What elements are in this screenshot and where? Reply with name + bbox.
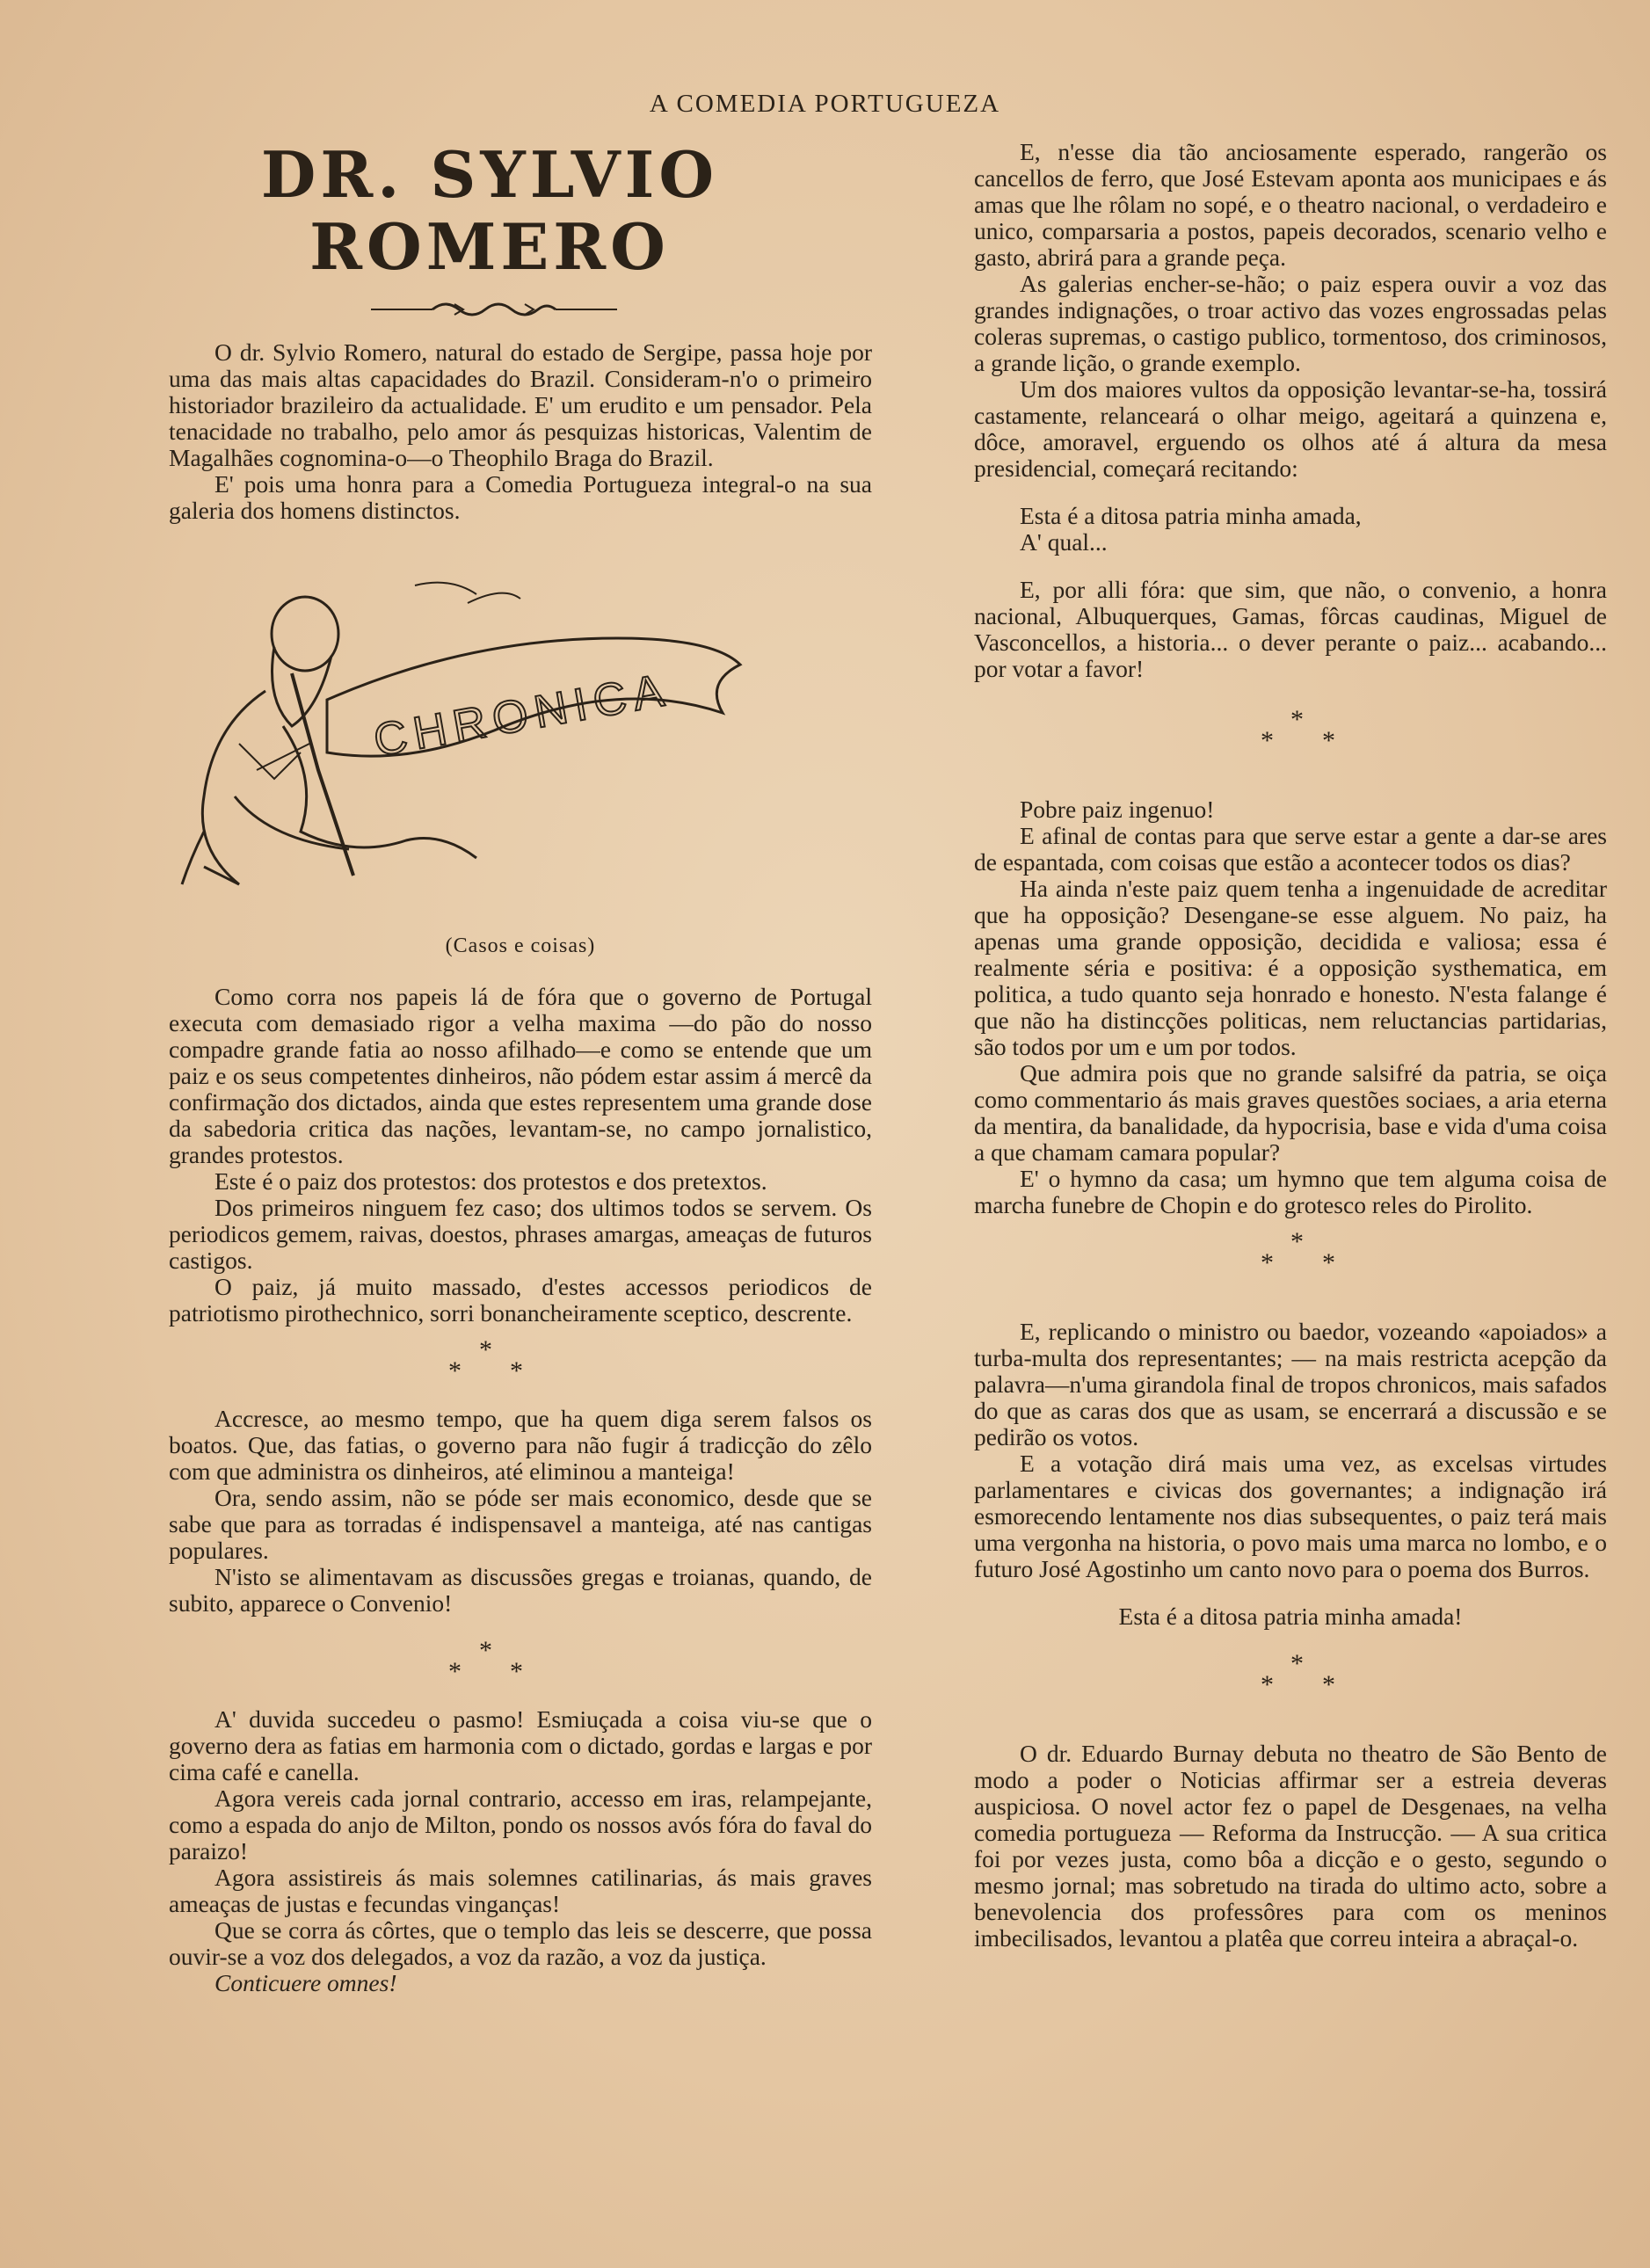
paragraph: O paiz, já muito massado, d'estes accessos periodicos de patriotismo pirothechnico, sorri bonancheiramente sceptico, descrente. <box>169 1273 872 1327</box>
paragraph: Accresce, ao mesmo tempo, que ha quem diga serem falsos os boatos. Que, das fatias, o governo para não fugir á tradicção do zêlo com que administra os dinheiros, até eliminou a manteiga! <box>169 1405 872 1485</box>
verse-line: Esta é a ditosa patria minha amada, <box>1020 502 1362 529</box>
paragraph: A' duvida succedeu o pasmo! Esmiuçada a coisa viu-se que o governo dera as fatias em harmonia com o dictado, gordas e largas e por cima café e canella. <box>169 1705 872 1785</box>
closing-line: Conticuere omnes! <box>214 1969 397 1996</box>
paragraph: Ora, sendo assim, não se póde ser mais economico, desde que se sabe que para as torradas é indispensavel a manteiga, até nas cantigas populares. <box>169 1484 872 1564</box>
chronica-illustration <box>151 568 784 902</box>
asterism-divider: * * * <box>1261 1649 1335 1699</box>
asterism-divider: * * * <box>1261 705 1335 755</box>
paragraph: Este é o paiz dos protestos: dos protestos e dos pretextos. <box>214 1167 767 1195</box>
paragraph: Agora vereis cada jornal contrario, accesso em iras, relampejante, como a espada do anjo de Milton, pondo os nossos avós fóra do faval do paraizo! <box>169 1785 872 1865</box>
verse-line: A' qual... <box>1020 528 1108 556</box>
banner-text: CHRONICA <box>369 664 675 767</box>
paragraph: E, n'esse dia tão anciosamente esperado, rangerão os cancellos de ferro, que José Estevam aponta aos municipaes e ás amas que lhe rôlam no sopé, e o theatro nacional, o verdadeiro e unico, comparsaria a postos, papeis decorados, scenario velho e gasto, abrirá para a grande peça. <box>974 138 1607 271</box>
paragraph: Um dos maiores vultos da opposição levantar-se-ha, tossirá castamente, relanceará o olhar meigo, ageitará a quinzena e, dôce, amoravel, erguendo os olhos até á altura da mesa presidencial, começará recitando: <box>974 375 1607 482</box>
paragraph: Pobre paiz ingenuo! <box>1020 796 1215 823</box>
paragraph: E, replicando o ministro ou baedor, vozeando «apoiados» a turba-multa dos representantes; — na mais restricta acepção da palavra—n'uma girandola final de tropos chronicos, mais safados do que as caras dos que as usam, se encerrará a discussão e se pedirão os votos. <box>974 1318 1607 1450</box>
asterism-divider: * * * <box>448 1636 523 1686</box>
paragraph: Como corra nos papeis lá de fóra que o governo de Portugal executa com demasiado rigor a velha maxima —do pão do nosso compadre grande fatia ao nosso afilhado—e como se entende que um paiz e os seus competentes dinheiros, não pódem estar assim á mercê da confirmação dos dictados, ainda que estes representem uma grande dose da sabedoria critica das nações, levantam-se, no campo jornalistico, grandes protestos. <box>169 983 872 1168</box>
intro-paragraph: E' pois uma honra para a Comedia Portugueza integral-o na sua galeria dos homens distinctos. <box>169 470 872 524</box>
article-title: DR. SYLVIO ROMERO <box>260 137 719 284</box>
paragraph: Que se corra ás côrtes, que o templo das leis se descerre, que possa ouvir-se a voz dos delegados, a voz da razão, a voz da justiça. <box>169 1916 872 1970</box>
paragraph: Agora assistireis ás mais solemnes catilinarias, ás mais graves ameaças de justas e fecundas vinganças! <box>169 1864 872 1917</box>
paragraph: Que admira pois que no grande salsifré da patria, se oiça como commentario ás mais graves questões sociaes, a aria eterna da mentira, da banalidade, da hypocrisia, base e vida d'uma coisa a que chamam camara popular? <box>974 1059 1607 1166</box>
paragraph: E, por alli fóra: que sim, que não, o convenio, a honra nacional, Albuquerques, Gamas, fôrcas caudinas, Miguel de Vasconcellos, a historia... o dever perante o paiz... acabando... por votar a favor! <box>974 576 1607 682</box>
flourish-ornament <box>371 299 617 320</box>
asterism-divider: * * * <box>448 1335 523 1385</box>
paragraph: N'isto se alimentavam as discussões gregas e troianas, quando, de subito, apparece o Convenio! <box>169 1563 872 1617</box>
paragraph: As galerias encher-se-hão; o paiz espera ouvir a voz das grandes indignações, o troar activo das vozes engrossadas pelas coleras supremas, o castigo publico, tormentoso, dos criminosos, a grande lição, o grande exemplo. <box>974 270 1607 376</box>
left-column <box>169 139 872 1996</box>
paragraph: O dr. Eduardo Burnay debuta no theatro de São Bento de modo a poder o Noticias affirmar ser a estreia deveras auspiciosa. O novel actor fez o papel de Desgenaes, na velha comedia portugueza — Reforma da Instrucção. — A sua critica foi por vezes justa, como bôa a dicção e o gesto, segundo o mesmo jornal; mas sobretudo na tirada do ultimo acto, sobre a benevolencia dos professôres para com os meninos imbecilisados, levantou a platêa que correu inteira a abraçal-o. <box>974 1740 1607 1952</box>
intro-paragraph: O dr. Sylvio Romero, natural do estado de Sergipe, passa hoje por uma das mais altas capacidades do Brazil. Consideram-n'o o primeiro historiador brazileiro da actualidade. E' um erudito e um pensador. Pela tenacidade no trabalho, pelo amor ás pesquizas historicas, Valentim de Magalhães cognomina-o—o Theophilo Braga do Brazil. <box>169 338 872 471</box>
paragraph: E a votação dirá mais uma vez, as excelsas virtudes parlamentares e civicas dos governantes; a indignação irá esmorecendo lentamente nos dias subsequentes, o paiz terá mais uma vergonha na historia, o povo mais uma marca no lombo, e o futuro José Agostinho um canto novo para o poema dos Burros. <box>974 1450 1607 1582</box>
verse-line: Esta é a ditosa patria minha amada! <box>1118 1603 1463 1630</box>
section-caption: (Casos e coisas) <box>445 934 596 957</box>
paragraph: Dos primeiros ninguem fez caso; dos ultimos todos se servem. Os periodicos gemem, raivas, doestos, phrases amargas, ameaças de futuros castigos. <box>169 1194 872 1274</box>
paragraph: Ha ainda n'este paiz quem tenha a ingenuidade de acreditar que ha opposição? Desengane-se esse alguem. No paiz, ha apenas uma grande opposição, decidida e valiosa; essa é realmente séria e positiva: é a opposição systhematica, em politica, a tudo quanto seja honrado e honesto. N'esta falange é que não ha distincções politicas, nem reluctancias partidarias, são todos por um e um por todos. <box>974 875 1607 1060</box>
paragraph: E afinal de contas para que serve estar a gente a dar-se ares de espantada, com coisas que estão a acontecer todos os dias? <box>974 822 1607 876</box>
right-column <box>974 139 1607 1952</box>
paragraph: E' o hymno da casa; um hymno que tem alguma coisa de marcha funebre de Chopin e do grotesco reles do Pirolito. <box>974 1165 1607 1218</box>
asterism-divider: * * * <box>1261 1227 1335 1277</box>
running-title: A COMEDIA PORTUGUEZA <box>649 90 1001 118</box>
